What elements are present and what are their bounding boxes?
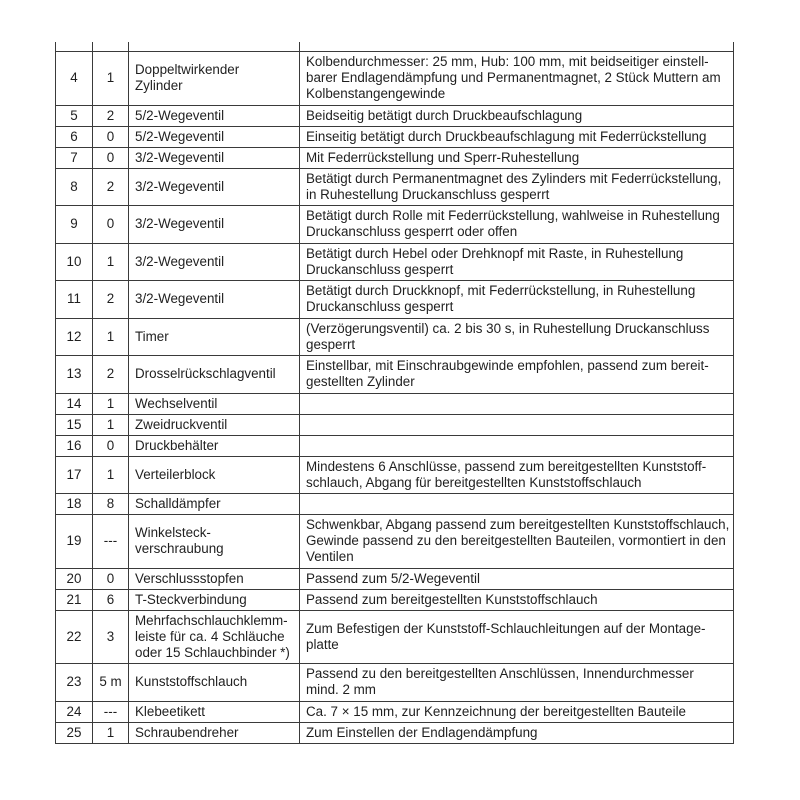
table-row	[56, 610, 734, 664]
table-row	[56, 147, 734, 168]
item-name-line: 3/2-Wegeventil	[135, 291, 225, 307]
item-number: 8	[56, 168, 93, 206]
parts-table	[55, 42, 734, 744]
item-description	[300, 105, 734, 126]
item-number: 11	[56, 281, 93, 319]
item-number: 5	[56, 105, 93, 126]
item-description	[300, 243, 734, 281]
item-name	[129, 356, 300, 394]
item-name-line: Verschlussstopfen	[135, 570, 244, 586]
item-description-line: Einseitig betätigt durch Druckbeaufschlagung mit Federrückstellung	[306, 128, 707, 144]
item-name	[129, 722, 300, 743]
item-quantity: 2	[93, 281, 129, 319]
item-quantity: 6	[93, 589, 129, 610]
item-description-line: Mit Federrückstellung und Sperr-Ruhestellung	[306, 149, 580, 165]
item-name	[129, 105, 300, 126]
item-description-line: in Ruhestellung Druckanschluss gesperrt	[306, 186, 550, 202]
table-row	[56, 356, 734, 394]
item-description	[300, 318, 734, 356]
item-description-line: Passend zum 5/2-Wegeventil	[306, 570, 480, 586]
item-description-line: Druckanschluss gesperrt oder offen	[306, 224, 518, 240]
item-number: 23	[56, 664, 93, 702]
item-quantity: 1	[93, 318, 129, 356]
item-name-line: 3/2-Wegeventil	[135, 216, 225, 232]
item-description-line: Betätigt durch Permanentmagnet des Zylinders mit Federrückstellung,	[306, 170, 722, 186]
item-description	[300, 126, 734, 147]
item-quantity: 0	[93, 568, 129, 589]
item-number: 24	[56, 701, 93, 722]
item-description	[300, 414, 734, 435]
item-number: 21	[56, 589, 93, 610]
item-name-line: Zweidruckventil	[135, 416, 228, 432]
item-description-line: Passend zu den bereitgestellten Anschlüssen, Innendurchmesser	[306, 666, 694, 682]
item-quantity: 1	[93, 456, 129, 494]
item-description-line: schlauch, Abgang für bereitgestellten Kunststoffschlauch	[306, 474, 642, 490]
partial-cell	[129, 42, 300, 52]
item-name-line: Drosselrückschlagventil	[135, 366, 276, 382]
item-quantity: 8	[93, 494, 129, 515]
item-name	[129, 168, 300, 206]
item-description	[300, 664, 734, 702]
table-row	[56, 435, 734, 456]
item-quantity: 0	[93, 147, 129, 168]
item-description-line: gestellten Zylinder	[306, 374, 415, 390]
item-name-line: oder 15 Schlauchbinder *)	[135, 644, 290, 660]
item-description-line: Zum Einstellen der Endlagendämpfung	[306, 724, 538, 740]
item-description-line: (Verzögerungsventil) ca. 2 bis 30 s, in Ruhestellung Druckanschluss	[306, 320, 710, 336]
item-number: 10	[56, 243, 93, 281]
table-row	[56, 243, 734, 281]
partial-cell	[56, 42, 93, 52]
item-description-line: gesperrt	[306, 336, 356, 352]
item-name	[129, 281, 300, 319]
item-quantity: ---	[93, 701, 129, 722]
item-name-line: Zylinder	[135, 78, 183, 94]
item-name-line: Winkelsteck-	[135, 525, 211, 541]
item-name-line: Kunststoffschlauch	[135, 674, 248, 690]
item-number: 16	[56, 435, 93, 456]
table-row	[56, 664, 734, 702]
item-name	[129, 589, 300, 610]
item-name-line: Schraubendreher	[135, 724, 239, 740]
table-row	[56, 701, 734, 722]
item-description	[300, 52, 734, 106]
item-name	[129, 435, 300, 456]
item-description-line: Zum Befestigen der Kunststoff-Schlauchleitungen auf der Montage-	[306, 620, 706, 636]
item-quantity: 0	[93, 435, 129, 456]
item-description	[300, 610, 734, 664]
item-description-line: Mindestens 6 Anschlüsse, passend zum bereitgestellten Kunststoff-	[306, 458, 707, 474]
item-quantity: 5 m	[93, 664, 129, 702]
item-name-line: Timer	[135, 328, 169, 344]
item-name-line: Schalldämpfer	[135, 496, 221, 511]
item-description-line: Beidseitig betätigt durch Druckbeaufschlagung	[306, 107, 583, 123]
item-number: 13	[56, 356, 93, 394]
item-description	[300, 435, 734, 456]
item-description-line: Ca. 7 × 15 mm, zur Kennzeichnung der bereitgestellten Bauteile	[306, 703, 686, 719]
item-quantity: 0	[93, 126, 129, 147]
item-description-line: Druckanschluss gesperrt	[306, 261, 454, 277]
item-name	[129, 701, 300, 722]
item-description	[300, 206, 734, 244]
table-row	[56, 281, 734, 319]
item-description-line: Einstellbar, mit Einschraubgewinde empfohlen, passend zum bereit-	[306, 358, 709, 374]
item-quantity: ---	[93, 515, 129, 569]
item-name-line: Doppeltwirkender	[135, 62, 240, 78]
item-name-line: Wechselventil	[135, 395, 218, 411]
item-number: 7	[56, 147, 93, 168]
item-number: 25	[56, 722, 93, 743]
table-row	[56, 568, 734, 589]
partial-cell	[93, 42, 129, 52]
item-name	[129, 52, 300, 106]
item-description-line: Gewinde passend zu den bereitgestellten Bauteilen, vormontiert in den	[306, 533, 726, 549]
item-name	[129, 243, 300, 281]
item-name	[129, 206, 300, 244]
item-name-line: leiste für ca. 4 Schläuche	[135, 628, 285, 644]
table-row	[56, 52, 734, 106]
item-quantity: 1	[93, 393, 129, 414]
item-name	[129, 494, 300, 515]
item-description-line: barer Endlagendämpfung und Permanentmagnet, 2 Stück Muttern am	[306, 70, 721, 86]
item-name	[129, 610, 300, 664]
item-quantity: 0	[93, 206, 129, 244]
item-number: 14	[56, 393, 93, 414]
item-number: 17	[56, 456, 93, 494]
item-name-line: Verteilerblock	[135, 466, 216, 482]
item-number: 20	[56, 568, 93, 589]
item-name-line: 5/2-Wegeventil	[135, 128, 225, 144]
item-name	[129, 568, 300, 589]
item-description	[300, 515, 734, 569]
item-number: 22	[56, 610, 93, 664]
table-row	[56, 515, 734, 569]
item-name	[129, 515, 300, 569]
item-name	[129, 126, 300, 147]
item-name	[129, 456, 300, 494]
table-row	[56, 168, 734, 206]
item-name-line: T-Steckverbindung	[135, 591, 247, 607]
item-description-line: Betätigt durch Druckknopf, mit Federrückstellung, in Ruhestellung	[306, 283, 696, 299]
item-name	[129, 393, 300, 414]
item-name-line: 5/2-Wegeventil	[135, 107, 225, 123]
table-row	[56, 414, 734, 435]
item-quantity: 1	[93, 52, 129, 106]
item-description	[300, 356, 734, 394]
item-description	[300, 701, 734, 722]
item-number: 6	[56, 126, 93, 147]
item-description-line: mind. 2 mm	[306, 682, 376, 698]
item-quantity: 1	[93, 722, 129, 743]
item-description-line: Passend zum bereitgestellten Kunststoffschlauch	[306, 591, 598, 607]
item-name-line: 3/2-Wegeventil	[135, 149, 225, 165]
table-row	[56, 494, 734, 515]
item-description-line: Betätigt durch Rolle mit Federrückstellung, wahlweise in Ruhestellung	[306, 208, 720, 224]
item-name-line: Druckbehälter	[135, 437, 219, 453]
item-description	[300, 393, 734, 414]
item-description	[300, 456, 734, 494]
item-quantity: 1	[93, 414, 129, 435]
parts-table-body	[56, 42, 734, 743]
item-name	[129, 664, 300, 702]
table-row	[56, 456, 734, 494]
item-number: 18	[56, 494, 93, 515]
item-name-line: Mehrfachschlauchklemm-	[135, 612, 288, 628]
table-row	[56, 126, 734, 147]
item-quantity: 2	[93, 168, 129, 206]
table-row	[56, 206, 734, 244]
item-number: 15	[56, 414, 93, 435]
item-quantity: 2	[93, 105, 129, 126]
table-row	[56, 589, 734, 610]
table-row-partial	[56, 42, 734, 52]
parts-list-sheet	[55, 42, 733, 744]
item-description	[300, 568, 734, 589]
item-quantity: 3	[93, 610, 129, 664]
table-row	[56, 318, 734, 356]
item-number: 9	[56, 206, 93, 244]
item-name-line: verschraubung	[135, 541, 224, 557]
item-name-line: 3/2-Wegeventil	[135, 253, 225, 269]
item-description-line: Ventilen	[306, 549, 354, 565]
table-row	[56, 722, 734, 743]
item-name-line: Klebeetikett	[135, 703, 205, 719]
table-row	[56, 105, 734, 126]
item-name-line: 3/2-Wegeventil	[135, 178, 225, 194]
partial-cell	[300, 42, 734, 52]
item-description-line: platte	[306, 636, 339, 652]
item-quantity: 2	[93, 356, 129, 394]
item-description	[300, 168, 734, 206]
item-description	[300, 147, 734, 168]
item-number: 12	[56, 318, 93, 356]
item-number: 19	[56, 515, 93, 569]
item-quantity: 1	[93, 243, 129, 281]
item-name	[129, 414, 300, 435]
item-number: 4	[56, 52, 93, 106]
item-description	[300, 281, 734, 319]
item-description	[300, 589, 734, 610]
item-description	[300, 494, 734, 515]
item-name	[129, 147, 300, 168]
item-description-line: Kolbenstangengewinde	[306, 86, 446, 102]
item-description-line: Kolbendurchmesser: 25 mm, Hub: 100 mm, mit beidseitiger einstell-	[306, 54, 709, 70]
item-description-line: Druckanschluss gesperrt	[306, 299, 454, 315]
item-description-line: Betätigt durch Hebel oder Drehknopf mit Raste, in Ruhestellung	[306, 245, 684, 261]
table-row	[56, 393, 734, 414]
item-description-line: Schwenkbar, Abgang passend zum bereitgestellten Kunststoffschlauch,	[306, 517, 730, 533]
item-description	[300, 722, 734, 743]
item-name	[129, 318, 300, 356]
